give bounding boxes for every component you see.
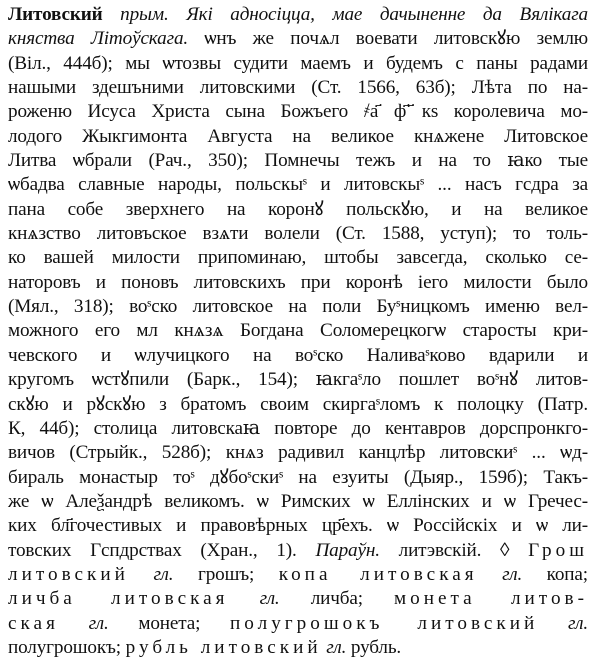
entry-text: вичов (Стрыйк., 528б); кнѧз радивил канцлѣр литовскиˢ ... ѡд-	[8, 442, 588, 464]
italic-text: гл.	[88, 612, 109, 634]
entry-line	[8, 344, 588, 368]
entry-line	[8, 76, 588, 100]
entry-text: роженю Исуса Христа сына Божъего ҂а҃ ф҃ ҃кѕ королевича мо-	[8, 101, 588, 123]
entry-text: чевского и ѡлучицкого на воˢско Наливаˢково вдарили и	[8, 344, 588, 366]
entry-text: же ѡ Алеѯандрѣ великомъ. ѡ Римских ѡ Еллінских и ѡ Гречес-	[8, 490, 588, 512]
entry-text: лодого Жыкгимонта Августа на великое кнѧжене Литовское	[8, 125, 588, 147]
entry-text: пана собе зверхнего на коронꙋ польскꙋю, и на великое	[8, 198, 588, 220]
entry-line	[8, 514, 588, 538]
entry-line	[8, 246, 588, 270]
entry-text: ко вашей милости припоминаю, штобы завсегда, сколько се-	[8, 247, 588, 269]
entry-text: полугрошокъ;	[8, 636, 126, 658]
entry-text: товских Гспдрствах (Хран., 1).	[8, 539, 316, 561]
entry-line	[8, 295, 588, 319]
entry-line	[8, 441, 588, 465]
entry-text: монета;	[108, 612, 231, 634]
entry-text: скꙋю и рꙋскꙋю з братомъ своим скиргаˢломъ к полоцку (Патр.	[8, 393, 588, 415]
entry-text: ѡнъ же почѧл воевати литовскꙋю землю	[188, 28, 588, 50]
spaced-phrase: литовский	[8, 563, 129, 585]
entry-line	[8, 319, 588, 343]
dictionary-entry-litovskiy	[8, 3, 588, 660]
entry-text: ких бл҃гочестивых и правовѣрных цр҃ехъ. ѡ Россійскіх и ѡ ли-	[8, 515, 588, 537]
entry-line	[8, 368, 588, 392]
entry-text	[129, 564, 154, 585]
entry-text: нашыми здешъними литовскими (Ст. 1566, 63б); Лѣта по на-	[8, 77, 588, 99]
italic-text: гл.	[153, 563, 174, 585]
spaced-phrase: личба литовская	[8, 588, 229, 610]
entry-line	[8, 563, 588, 587]
entry-text: бираль монастыр тоˢ дꙋбоˢскиˢ на езуиты (Дыяр., 159б); Такъ-	[8, 466, 588, 488]
entry-text	[59, 613, 89, 634]
entry-line	[8, 612, 588, 636]
entry-line	[8, 27, 588, 51]
entry-text: наторовъ и поновъ литовскихъ при коронѣ іего милости было	[8, 271, 588, 293]
spaced-phrase: Грош	[528, 539, 588, 561]
entry-text	[478, 564, 503, 585]
entry-line	[8, 149, 588, 173]
entry-line	[8, 490, 588, 514]
entry-line	[8, 539, 588, 563]
spaced-phrase: копа литовская	[278, 563, 478, 585]
entry-line	[8, 173, 588, 197]
entry-line	[8, 587, 588, 611]
entry-text: Литва ѡбрали (Рач., 350); Помнечы тежъ и на то ꙗко тые	[8, 150, 588, 172]
italic-text: княства Літоўскага.	[8, 28, 189, 50]
spaced-phrase: рубль литовский	[125, 636, 322, 658]
italic-text: гл.	[502, 563, 523, 585]
spaced-phrase: ская	[8, 612, 59, 634]
entry-text: кнѧзство литовъское взѧти волели (Ст. 1588, уступ); то толь-	[8, 223, 588, 245]
italic-text: Параўн.	[315, 539, 380, 561]
entry-text: грошъ;	[173, 563, 279, 585]
entry-line	[8, 198, 588, 222]
entry-text: К, 44б); столица литовскаꙗ повторе до кентавров дорспронкго-	[8, 417, 588, 439]
spaced-phrase: монета литов-	[394, 588, 588, 610]
entry-text: ѡбадва славные народы, польскыˢ и литовскыˢ ... насъ гсдра за	[8, 174, 588, 196]
entry-text: копа;	[522, 563, 588, 585]
entry-text	[538, 613, 568, 634]
entry-text: литэвскій. ◊	[379, 539, 529, 561]
entry-line	[8, 466, 588, 490]
entry-text: (Віл., 444б); мы ѡтозвы судити маемъ и будемъ с паны радами	[8, 52, 588, 74]
entry-text	[103, 4, 121, 25]
italic-text: гл.	[568, 612, 588, 634]
headword: Литовский	[8, 4, 103, 25]
entry-line	[8, 271, 588, 295]
entry-line	[8, 417, 588, 441]
entry-line	[8, 222, 588, 246]
italic-text: прым. Які адносіцца, мае дачыненне да Вялікага	[120, 4, 588, 25]
entry-line	[8, 100, 588, 124]
entry-text: можного его мл кнѧзѧ Богдана Соломерецкогѡ старосты кри-	[8, 320, 588, 342]
entry-text: кругомъ ѡстꙋпили (Барк., 154); ꙗкгаˢло пошлет воˢнꙋ литов-	[8, 369, 588, 391]
italic-text: гл.	[326, 636, 347, 658]
entry-text: личба;	[279, 588, 395, 610]
entry-line	[8, 3, 588, 27]
entry-line	[8, 636, 588, 660]
entry-line	[8, 52, 588, 76]
entry-line	[8, 125, 588, 149]
entry-text	[228, 588, 259, 609]
italic-text: гл.	[259, 588, 280, 610]
entry-text: рубль.	[346, 636, 402, 658]
entry-line	[8, 393, 588, 417]
spaced-phrase: полугрошокъ литовский	[230, 612, 539, 634]
entry-text: (Мял., 318); воˢско литовское на поли Буˢницкомъ именю вел-	[8, 296, 588, 318]
